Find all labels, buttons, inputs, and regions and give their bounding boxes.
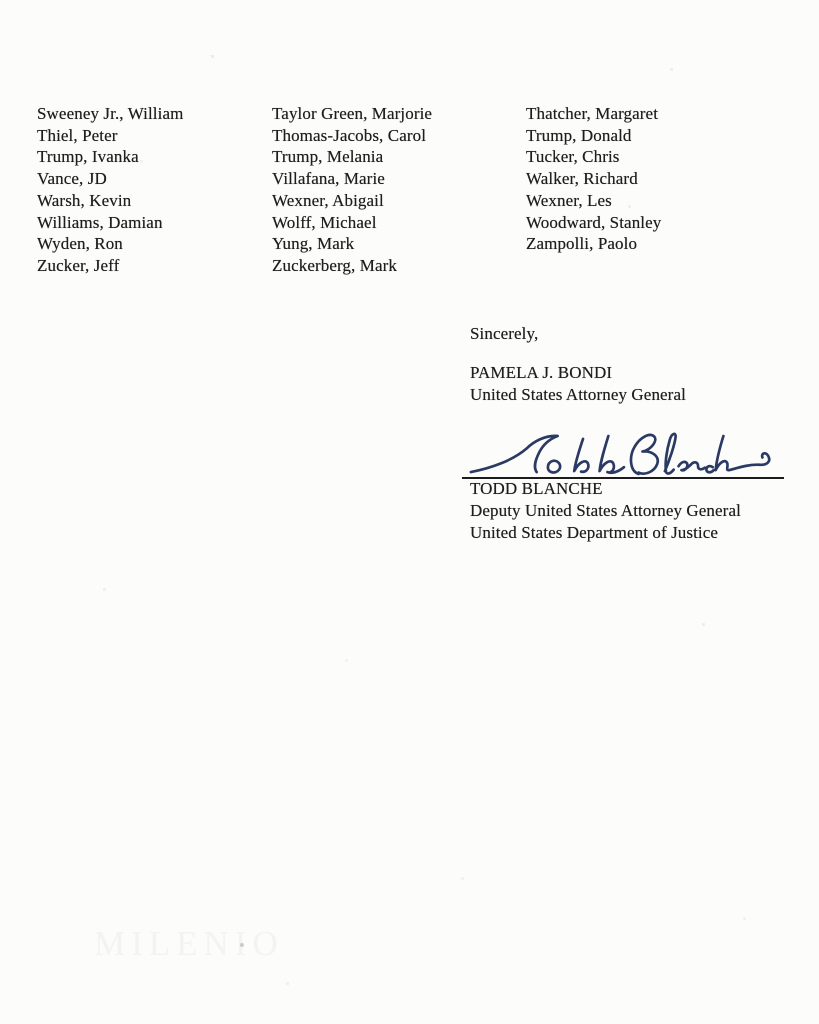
list-item: Trump, Melania (272, 147, 384, 167)
signature-area (462, 428, 784, 479)
list-item: Wyden, Ron (37, 234, 123, 254)
list-item: Zuckerberg, Mark (272, 255, 397, 275)
list-item: Thomas-Jacobs, Carol (272, 125, 427, 145)
list-item: Sweeney Jr., William (37, 104, 184, 123)
list-item: Wexner, Abigail (272, 190, 384, 210)
list-item: Thiel, Peter (37, 125, 118, 145)
secondary-signer-name: TODD BLANCHE (470, 479, 603, 498)
watermark-o-dot (240, 943, 244, 947)
secondary-signer-org: United States Department of Justice (470, 522, 719, 542)
list-item: Williams, Damian (37, 212, 163, 232)
primary-signer-name: PAMELA J. BONDI (470, 363, 613, 382)
list-item: Walker, Richard (526, 169, 638, 189)
list-item: Zampolli, Paolo (526, 234, 638, 254)
list-item: Wexner, Les (526, 190, 612, 210)
todd-blanche-signature (466, 429, 778, 481)
list-item: Warsh, Kevin (37, 190, 132, 210)
secondary-signer-block (470, 478, 741, 543)
secondary-signer-title: Deputy United States Attorney General (470, 500, 741, 520)
name-column-1 (37, 103, 183, 277)
name-column-3 (526, 103, 661, 255)
salutation: Sincerely, (470, 324, 539, 343)
list-item: Villafana, Marie (272, 169, 385, 189)
list-item: Zucker, Jeff (37, 255, 120, 275)
list-item: Taylor Green, Marjorie (272, 104, 433, 123)
list-item: Wolff, Michael (272, 212, 377, 232)
paper-speckles (0, 0, 1, 1)
list-item: Thatcher, Margaret (526, 104, 659, 123)
list-item: Trump, Ivanka (37, 147, 139, 167)
primary-signer-title: United States Attorney General (470, 384, 686, 404)
milenio-watermark: MILENIO (94, 924, 284, 963)
list-item: Vance, JD (37, 169, 107, 189)
list-item: Woodward, Stanley (526, 212, 662, 232)
name-column-2 (272, 103, 432, 277)
primary-signer-block (470, 362, 686, 406)
list-item: Yung, Mark (272, 234, 355, 254)
list-item: Trump, Donald (526, 125, 632, 145)
list-item: Tucker, Chris (526, 147, 620, 167)
